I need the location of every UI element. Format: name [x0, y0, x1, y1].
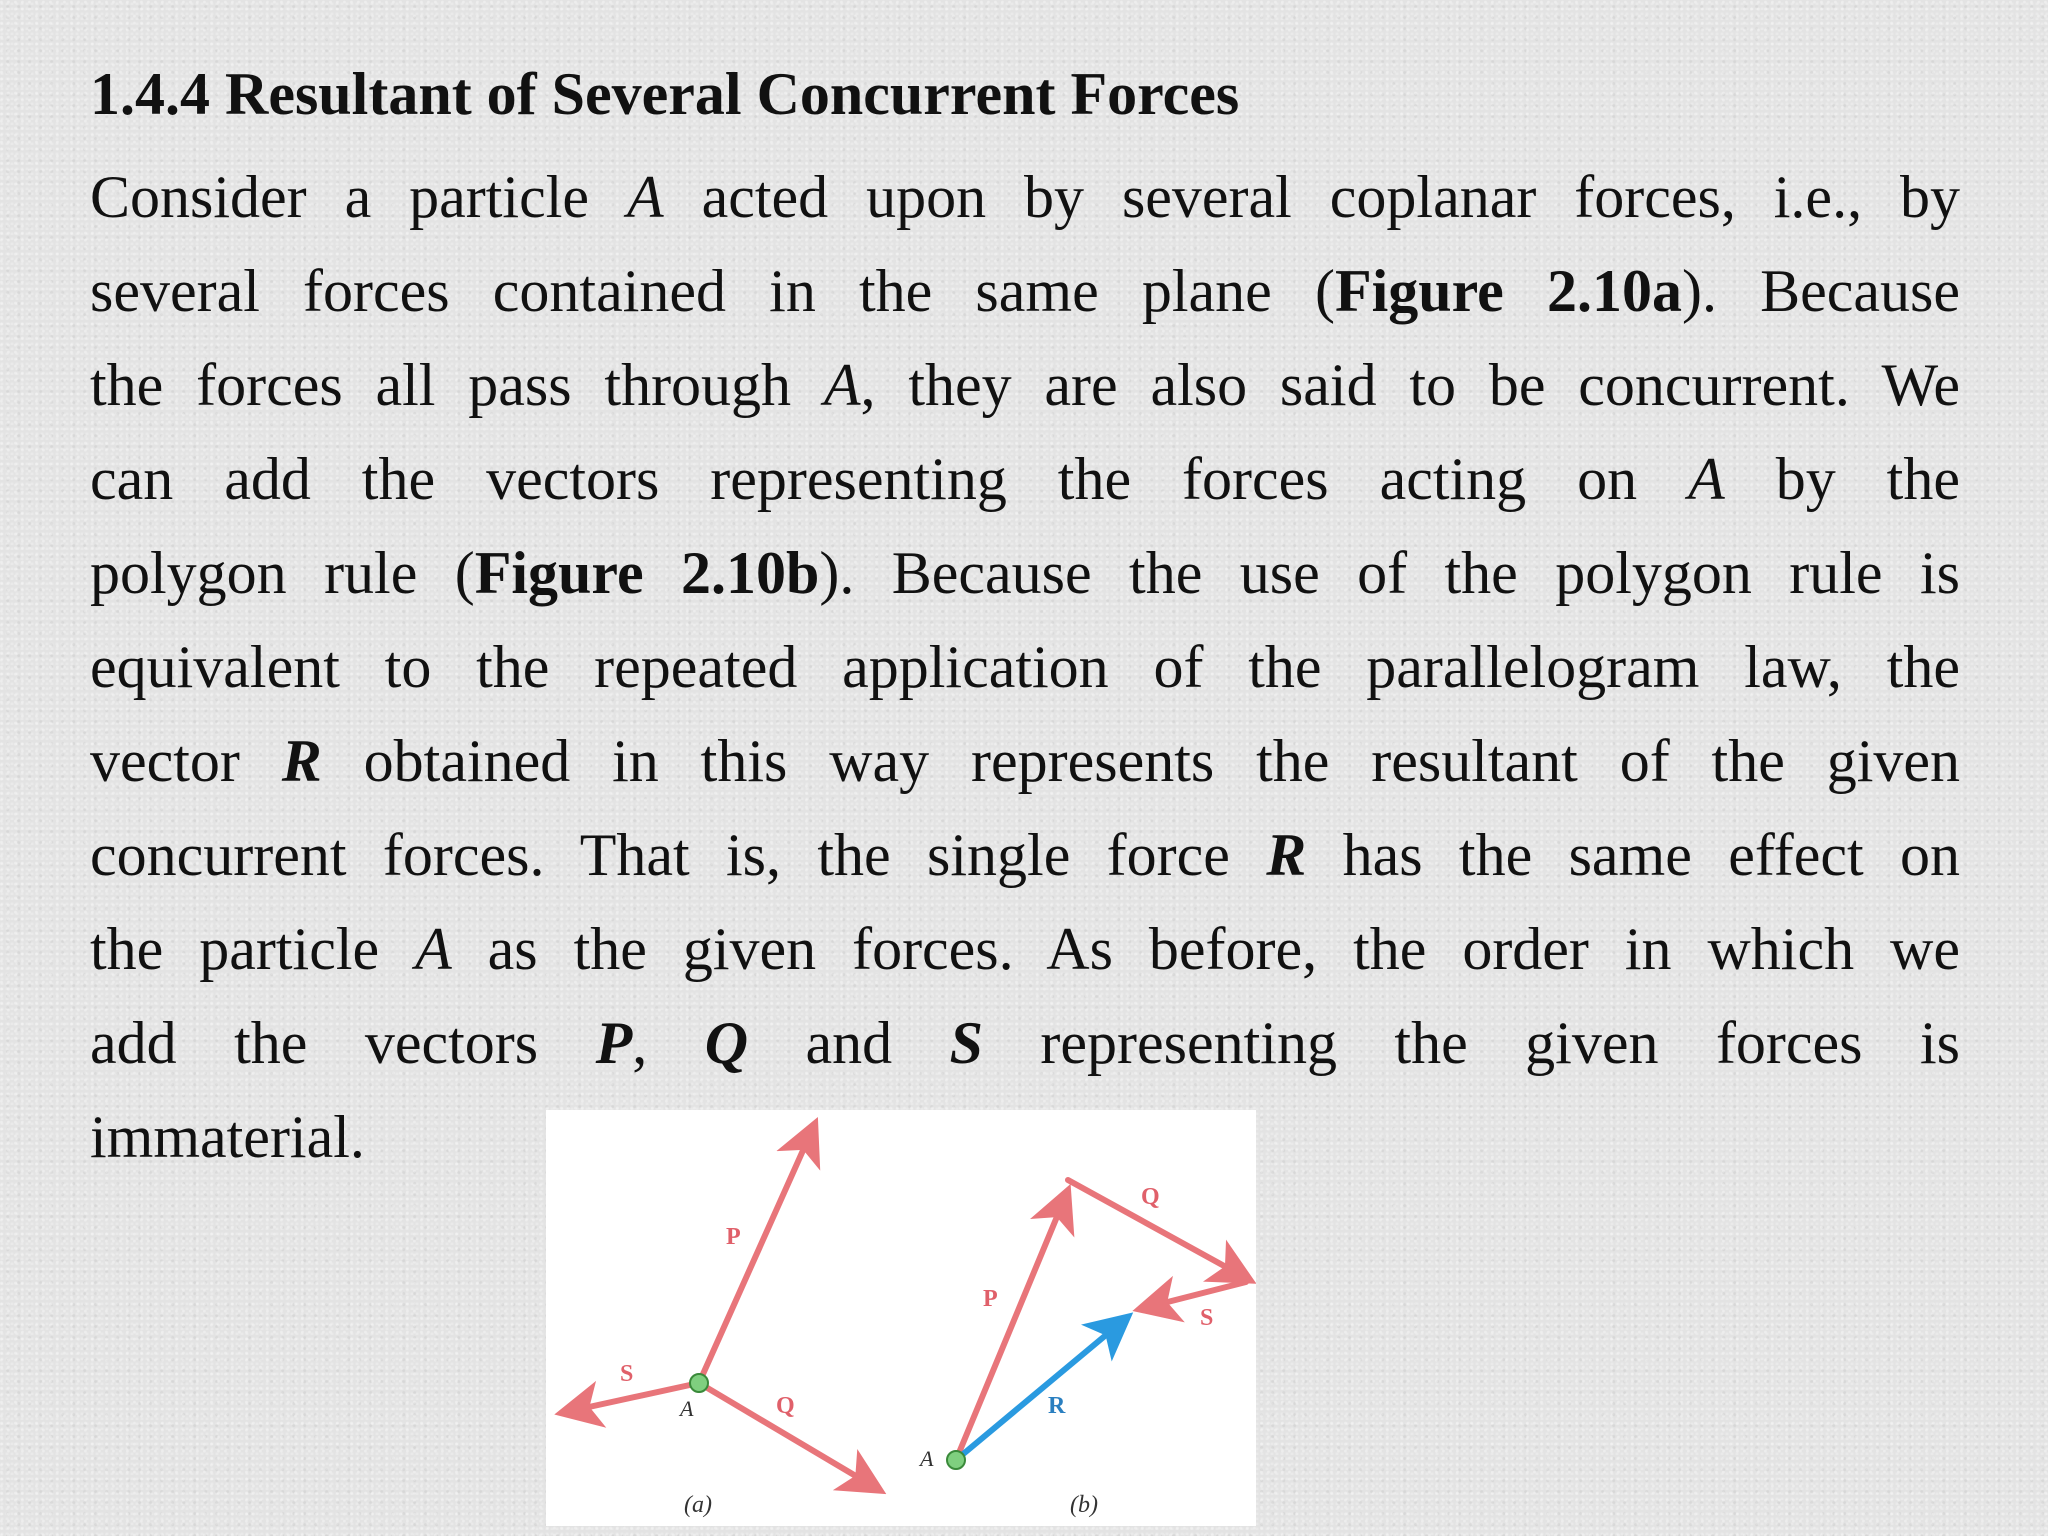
paragraph-line [90, 526, 1960, 620]
text-run: polygon rule ( [90, 540, 475, 606]
text-run: can add the vectors representing the forces acting on [90, 446, 1689, 512]
text-run: ). Because the use of the polygon rule is [819, 540, 1960, 606]
label-s-a: S [620, 1361, 634, 1387]
label-q-b: Q [1141, 1184, 1160, 1210]
text-run: has the same effect on [1306, 822, 1960, 888]
text-run: obtained in this way represents the resultant of the given [321, 728, 1960, 794]
label-q-a: Q [776, 1393, 795, 1419]
vector-r-b [956, 1320, 1124, 1460]
text-run: P [595, 1010, 633, 1076]
text-run: as the given forces. As before, the order in which we [451, 916, 1961, 982]
text-run: several forces contained in the same plane ( [90, 258, 1335, 324]
label-p-a: P [726, 1224, 741, 1250]
paragraph-line [90, 902, 1960, 996]
text-run: the forces all pass through [90, 352, 824, 418]
paragraph-line [90, 620, 1960, 714]
text-run: the particle [90, 916, 416, 982]
text-run: Consider a particle [90, 164, 627, 230]
text-run: add the vectors [90, 1010, 596, 1076]
text-run: S [949, 1010, 983, 1076]
paragraph-line [90, 244, 1960, 338]
text-run: equivalent to the repeated application of the parallelogram law, the [90, 634, 1960, 700]
paragraph-line [90, 338, 1960, 432]
text-run: , they are also said to be concurrent. We [860, 352, 1960, 418]
particle-a-panel-b [947, 1451, 965, 1469]
body-paragraph [90, 150, 1960, 1184]
caption-a: (a) [684, 1492, 712, 1518]
figure-2-10 [546, 1110, 1256, 1526]
text-run: A [1688, 446, 1725, 512]
panel-b [918, 1180, 1246, 1518]
text-run: R [1266, 822, 1307, 888]
text-run: vector [90, 728, 282, 794]
paragraph-line [90, 996, 1960, 1090]
text-run: acted upon by several coplanar forces, i.e., by [663, 164, 1961, 230]
paragraph-line [90, 432, 1960, 526]
label-r-b: R [1048, 1393, 1066, 1419]
label-s-b: S [1200, 1305, 1214, 1331]
vector-s-b [1144, 1282, 1246, 1308]
section-heading: 1.4.4 Resultant of Several Concurrent Forces [90, 61, 1240, 127]
text-run: Figure 2.10b [474, 540, 820, 606]
text-run: A [626, 164, 664, 230]
label-point-a-panel-a: A [680, 1396, 694, 1421]
text-run: representing the given forces is [982, 1010, 1960, 1076]
text-run: R [281, 728, 322, 794]
paragraph-line [90, 150, 1960, 244]
text-run: by the [1724, 446, 1960, 512]
text-run: Figure 2.10a [1334, 258, 1682, 324]
text-run: A [415, 916, 452, 982]
text-run: Q [704, 1010, 749, 1076]
paragraph-line [90, 714, 1960, 808]
caption-b: (b) [1070, 1492, 1098, 1518]
text-run: ). Because [1681, 258, 1960, 324]
particle-a-panel-a [690, 1374, 708, 1392]
text-run: A [823, 352, 861, 418]
label-p-b: P [983, 1286, 998, 1312]
vector-p-a [699, 1128, 813, 1383]
vector-p-b [956, 1195, 1066, 1460]
text-run: concurrent forces. That is, the single force [90, 822, 1267, 888]
figure-svg [546, 1110, 1256, 1526]
text-run: , [632, 1010, 705, 1076]
panel-a [566, 1128, 876, 1518]
text-run: and [748, 1010, 950, 1076]
paragraph-line [90, 808, 1960, 902]
label-point-a-panel-b: A [920, 1446, 934, 1471]
text-run: immaterial. [90, 1104, 365, 1170]
